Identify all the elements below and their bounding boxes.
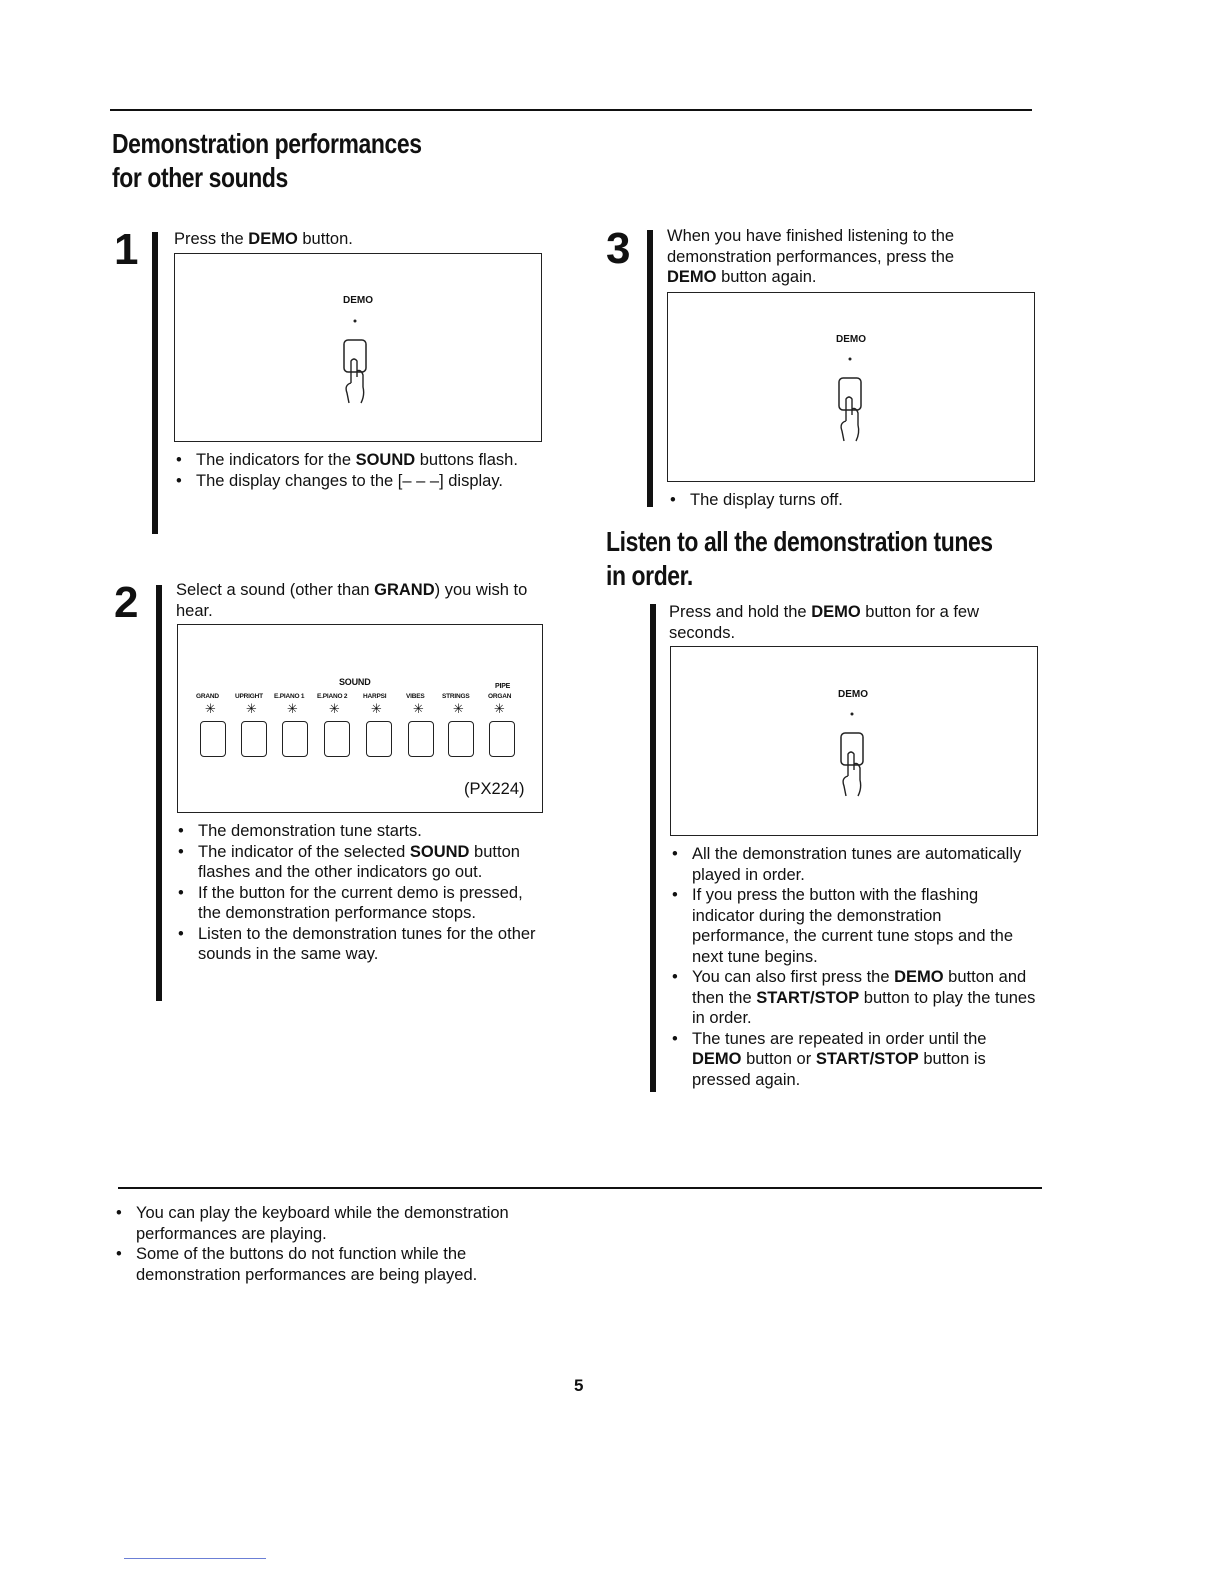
list-item: • The display turns off. (668, 490, 1008, 511)
list-item: • The indicators for the SOUND buttons flash. (174, 450, 534, 471)
listen-bullets (670, 844, 1038, 1090)
step-3-number: 3 (606, 224, 631, 273)
step-3-figure (667, 292, 1035, 482)
sound-label-epiano1: E.PIANO 1 (274, 693, 305, 700)
sound-label-organ: ORGAN (488, 693, 512, 700)
sound-panel-pipe: PIPE (495, 683, 511, 690)
step-2-bullets (176, 821, 548, 965)
step-3-bullets (668, 490, 1008, 511)
demo-button-label: DEMO (343, 295, 373, 306)
step-1-figure (174, 253, 542, 442)
step-3-instruction: When you have finished listening to the demonstration performances, press the DEMO button again. (667, 227, 955, 286)
list-item: • The demonstration tune starts. (176, 821, 548, 842)
step-2-bar (156, 585, 162, 1001)
step-2-instruction: Select a sound (other than GRAND) you wish to hear. (176, 581, 528, 620)
list-item: • The indicator of the selected SOUND button flashes and the other indicators go out. (176, 842, 548, 883)
indicator-icon: ✳ (329, 701, 340, 716)
notes-list (114, 1203, 534, 1285)
indicator-icon: ✳ (413, 701, 424, 716)
list-item: • Some of the buttons do not function while the demonstration performances are being played. (114, 1244, 534, 1285)
listen-figure (670, 646, 1038, 836)
step-1-instruction: Press the DEMO button. (174, 230, 353, 248)
step-1-number: 1 (114, 225, 139, 274)
indicator-icon: ✳ (246, 701, 257, 716)
sound-label-strings: STRINGS (442, 693, 470, 700)
step-3-bar (647, 230, 653, 507)
list-item: • You can play the keyboard while the demonstration performances are playing. (114, 1203, 534, 1244)
step-2-number: 2 (114, 578, 139, 627)
sound-button-organ (489, 721, 515, 757)
step-1-bullets (174, 450, 534, 491)
sound-button-epiano2 (324, 721, 350, 757)
sound-label-epiano2: E.PIANO 2 (317, 693, 348, 700)
demo-button-label: DEMO (836, 334, 866, 345)
listen-instruction: Press and hold the DEMO button for a few seconds. (669, 603, 980, 642)
list-item: • If you press the button with the flashing indicator during the demonstration performance, the current tune stops and the next tune begins. (670, 885, 1038, 967)
finger-press-icon (832, 710, 872, 804)
indicator-icon: ✳ (453, 701, 464, 716)
listen-title-line2: in order. (606, 560, 693, 591)
list-item: • The display changes to the [– – –] display. (174, 471, 534, 492)
list-item: • All the demonstration tunes are automatically played in order. (670, 844, 1038, 885)
indicator-icon: ✳ (371, 701, 382, 716)
top-rule (110, 109, 1032, 111)
model-label: (PX224) (464, 780, 525, 798)
indicator-icon: ✳ (205, 701, 216, 716)
section-title-main (112, 127, 422, 195)
finger-press-icon (335, 317, 375, 411)
page-number: 5 (574, 1376, 584, 1395)
section-title-line2: for other sounds (112, 162, 288, 193)
listen-bar (650, 604, 656, 1092)
sound-button-harpsi (366, 721, 392, 757)
sound-button-strings (448, 721, 474, 757)
section-title-listen (606, 525, 993, 593)
listen-title-line1: Listen to all the demonstration tunes (606, 526, 993, 557)
list-item: • Listen to the demonstration tunes for the other sounds in the same way. (176, 924, 548, 965)
sound-button-epiano1 (282, 721, 308, 757)
finger-press-icon (830, 355, 870, 449)
section-title-line1: Demonstration performances (112, 128, 422, 159)
sound-button-vibes (408, 721, 434, 757)
list-item: • If the button for the current demo is pressed, the demonstration performance stops. (176, 883, 548, 924)
sound-label-upright: UPRIGHT (235, 693, 263, 700)
indicator-icon: ✳ (287, 701, 298, 716)
list-item: • You can also first press the DEMO button and then the START/STOP button to play the tunes in order. (670, 967, 1038, 1029)
sound-label-grand: GRAND (196, 693, 219, 700)
sound-panel-heading: SOUND (339, 677, 371, 687)
sound-button-grand (200, 721, 226, 757)
demo-button-label: DEMO (838, 689, 868, 700)
indicator-icon: ✳ (494, 701, 505, 716)
bottom-line (124, 1558, 266, 1559)
step-2-figure (177, 624, 543, 813)
sound-label-vibes: VIBES (406, 693, 425, 700)
sound-label-harpsi: HARPSI (363, 693, 387, 700)
step-1-bar (152, 232, 158, 534)
notes-rule (118, 1187, 1042, 1189)
list-item: • The tunes are repeated in order until the DEMO button or START/STOP button is pressed again. (670, 1029, 1038, 1091)
sound-button-upright (241, 721, 267, 757)
